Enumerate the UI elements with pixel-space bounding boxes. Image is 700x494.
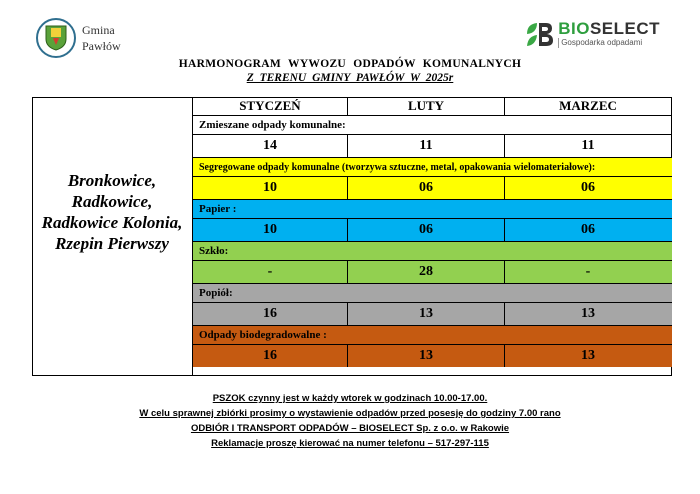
pickup-day: 28 [348,261,505,283]
pickup-day: 16 [193,345,348,367]
brand-bio: BIO [558,19,590,38]
category-values-row [193,219,672,242]
pszok-hours-note: PSZOK czynny jest w każdy wtorek w godzinach 10.00-17.00. [212,393,488,404]
pickup-day: 06 [581,180,595,195]
month-header: LUTY [348,97,505,115]
category-values-row [193,261,672,284]
category-label: Zmieszane odpady komunalne: [199,119,346,131]
category-label-row [193,242,672,261]
pickup-day: 13 [581,348,595,363]
pickup-day: 10 [193,177,348,199]
schedule-grid [192,97,672,376]
category-label: Odpady biodegradowalne : [199,329,327,341]
brand-select: SELECT [589,19,660,38]
footer-notes [0,391,700,451]
bioselect-leaf-icon [524,20,554,48]
pickup-day: 11 [348,135,505,157]
category-values-row [193,177,672,200]
bioselect-logo [524,20,660,48]
pickup-day: 06 [348,219,505,241]
pickup-day: - [585,264,591,279]
village-name: Radkowice Kolonia, [41,212,183,232]
pickup-day: 06 [348,177,505,199]
category-values-row [193,135,672,158]
category-label: Popiół: [199,287,233,299]
pickup-day: 11 [581,138,595,153]
pickup-day: 13 [348,345,505,367]
month-header: STYCZEŃ [193,97,348,115]
page-title: HARMONOGRAM WYWOZU ODPADÓW KOMUNALNYCH [178,58,522,70]
category-label-row [193,326,672,345]
complaints-phone-note: Reklamacje proszę kierować na numer telefonu – 517-297-115 [211,438,489,449]
category-label: Papier : [199,203,237,215]
pickup-day: 16 [193,303,348,325]
pickup-day: 14 [193,135,348,157]
village-name: Bronkowice, [67,170,157,190]
pickup-day: 06 [581,222,595,237]
gmina-name-line1: Gmina [82,23,115,37]
category-label-row [193,200,672,219]
brand-tagline: Gospodarka odpadami [558,38,660,48]
operator-note: ODBIÓR I TRANSPORT ODPADÓW – BIOSELECT Sp. z o.o. w Rakowie [190,423,510,434]
village-name: Radkowice, [71,191,153,211]
pickup-day: 10 [193,219,348,241]
gmina-logo [36,18,121,58]
category-label: Szkło: [199,245,229,257]
month-header: MARZEC [559,98,617,113]
category-label: Segregowane odpady komunalne (tworzywa sztuczne, metal, opakowania wielomateriałowe): [199,161,596,173]
collection-time-note: W celu sprawnej zbiórki prosimy o wystawienie odpadów przed posesję do godziny 7.00 rano [139,408,561,419]
category-values-row [193,303,672,326]
villages-cell [32,97,192,376]
gmina-name-line2: Pawłów [82,39,121,53]
pickup-day: - [193,261,348,283]
category-label-row [193,116,672,135]
gmina-crest-icon [36,18,76,58]
category-values-row [193,345,672,367]
month-header-row [193,97,672,116]
page-subtitle: Z TERENU GMINY PAWŁÓW W 2025r [246,72,454,84]
pickup-day: 13 [581,306,595,321]
category-label-row [193,284,672,303]
category-label-row [193,158,672,177]
pickup-day: 13 [348,303,505,325]
village-name: Rzepin Pierwszy [55,233,169,253]
